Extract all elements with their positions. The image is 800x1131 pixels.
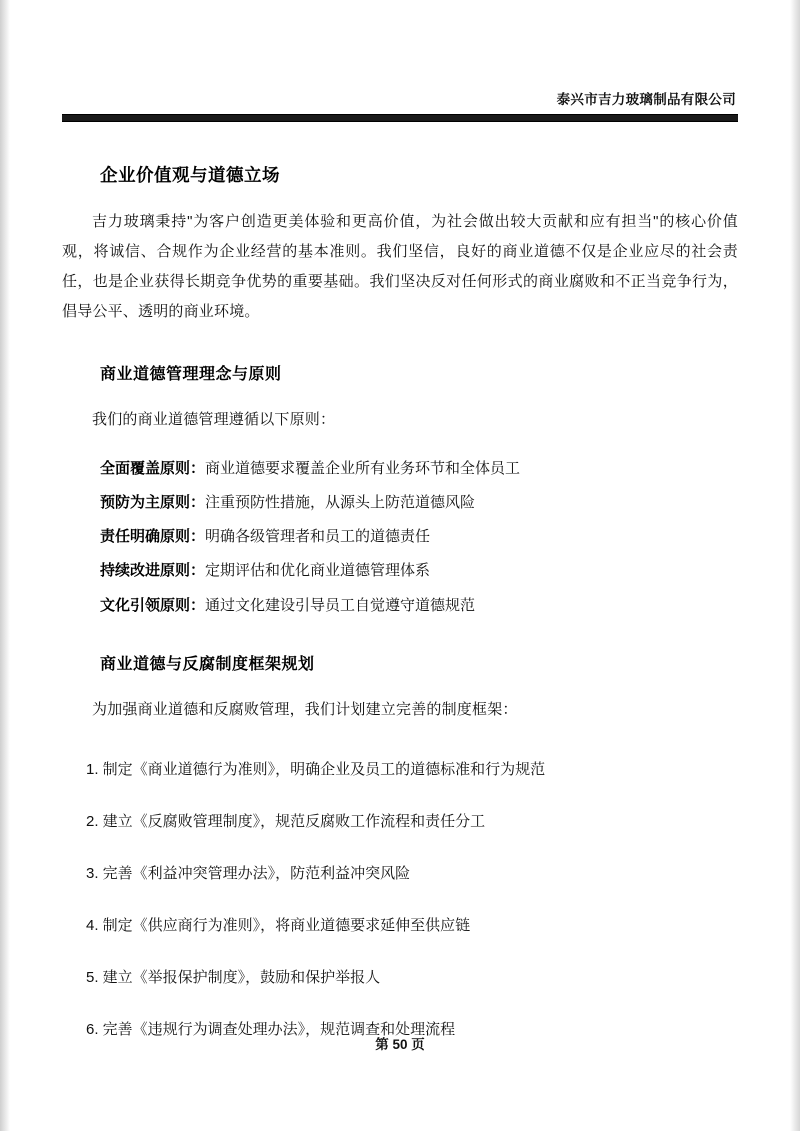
list-item: 5. 建立《举报保护制度》，鼓励和保护举报人	[86, 969, 381, 987]
section-title-values: 企业价值观与道德立场	[100, 165, 280, 185]
principle-description: 定期评估和优化商业道德管理体系	[205, 562, 431, 580]
principle-description: 明确各级管理者和员工的道德责任	[205, 528, 431, 545]
list-item	[100, 559, 738, 582]
principle-description: 注重预防性措施，从源头上防范道德风险	[205, 493, 476, 511]
principle-name: 全面覆盖原则	[100, 459, 191, 477]
principle-separator: ：	[190, 493, 206, 511]
principle-name: 持续改进原则	[100, 562, 191, 580]
page-content	[62, 88, 738, 1070]
list-item: 2. 建立《反腐败管理制度》，规范反腐败工作流程和责任分工	[86, 813, 486, 831]
list-item	[100, 457, 738, 480]
list-item: 4. 制定《供应商行为准则》，将商业道德要求延伸至供应链	[86, 917, 471, 935]
section-title-principles: 商业道德管理理念与原则	[100, 366, 282, 383]
principle-separator: ：	[190, 596, 206, 614]
list-item	[100, 594, 738, 617]
list-item: 3. 完善《利益冲突管理办法》，防范利益冲突风险	[86, 865, 411, 883]
list-item: 6. 完善《违规行为调查处理办法》，规范调查和处理流程	[86, 1021, 456, 1039]
principle-separator: ：	[190, 459, 206, 477]
principles-list	[100, 457, 738, 617]
section-paragraph-values: 吉力玻璃秉持"为客户创造更美体验和更高价值，为社会做出较大贡献和应有担当"的核心价值观，将诚信、合规作为企业经营的基本准则。我们坚信，良好的商业道德不仅是企业应尽的社会责任，也是企业获得长期竞争优势的重要基础。我们坚决反对任何形式的商业腐败和不正当竞争行为，倡导公平、透明的商业环境。	[62, 213, 738, 320]
principle-name: 责任明确原则	[100, 528, 191, 545]
section-title-framework: 商业道德与反腐制度框架规划	[100, 655, 315, 673]
header-company-name: 泰兴市吉力玻璃制品有限公司	[556, 92, 736, 107]
principle-name: 预防为主原则	[100, 493, 191, 511]
framework-list	[84, 758, 738, 1042]
page-header	[62, 88, 738, 122]
header-divider	[62, 114, 738, 122]
framework-lead-text: 为加强商业道德和反腐败管理，我们计划建立完善的制度框架：	[92, 700, 518, 718]
principle-separator: ：	[190, 562, 206, 580]
principle-description: 通过文化建设引导员工自觉遵守道德规范	[205, 596, 476, 614]
principle-separator: ：	[190, 528, 206, 545]
page-number: 第 50 页	[375, 1037, 425, 1052]
principles-lead-text: 我们的商业道德管理遵循以下原则：	[92, 411, 336, 428]
list-item	[100, 491, 738, 514]
principle-description: 商业道德要求覆盖企业所有业务环节和全体员工	[205, 459, 521, 477]
principle-name: 文化引领原则	[100, 596, 191, 614]
list-item: 1. 制定《商业道德行为准则》，明确企业及员工的道德标准和行为规范	[86, 761, 546, 779]
list-item	[100, 525, 738, 548]
